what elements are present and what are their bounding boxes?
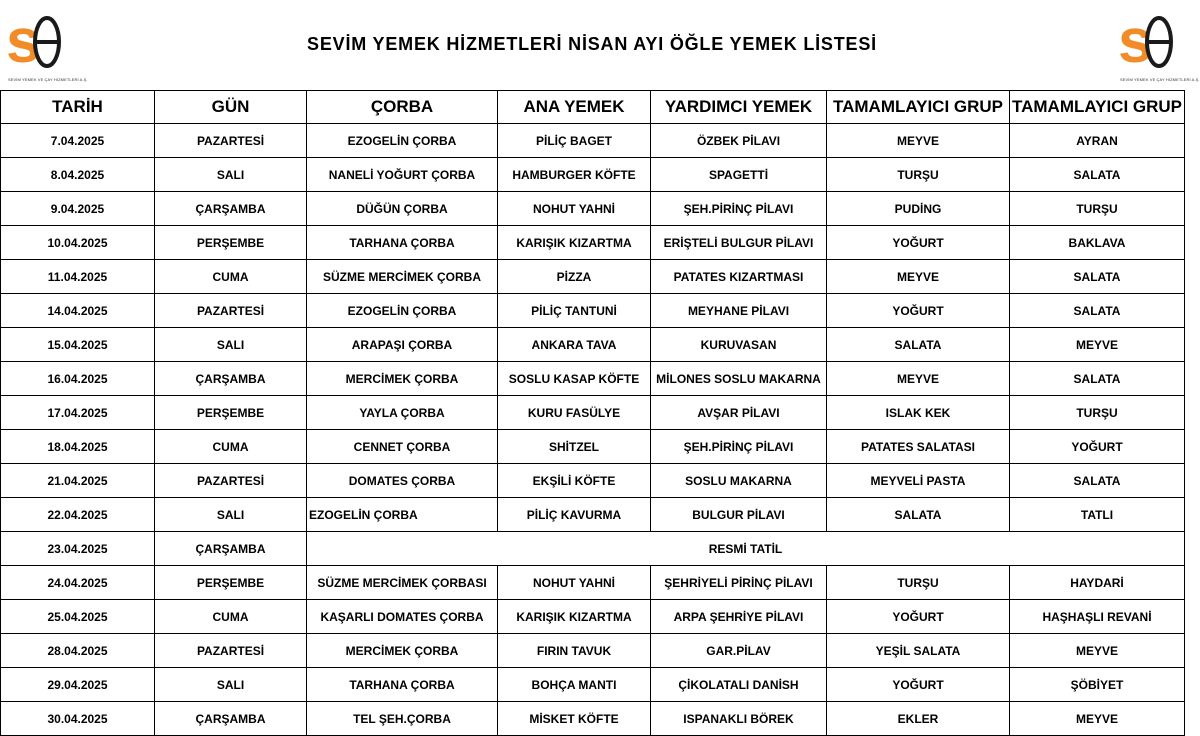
day-cell: PERŞEMBE	[155, 226, 307, 260]
main-dish-cell: MİSKET KÖFTE	[498, 702, 651, 736]
date-cell: 28.04.2025	[1, 634, 155, 668]
side-dish-cell: SPAGETTİ	[651, 158, 827, 192]
side-dish-cell: GAR.PİLAV	[651, 634, 827, 668]
date-cell: 21.04.2025	[1, 464, 155, 498]
main-dish-cell: PİLİÇ TANTUNİ	[498, 294, 651, 328]
side-dish-cell: ŞEH.PİRİNÇ PİLAVI	[651, 430, 827, 464]
main-dish-cell: EKŞİLİ KÖFTE	[498, 464, 651, 498]
complementary-2-cell: SALATA	[1010, 260, 1185, 294]
side-dish-cell: MEYHANE PİLAVI	[651, 294, 827, 328]
side-dish-cell: ÖZBEK PİLAVI	[651, 124, 827, 158]
soup-cell: MERCİMEK ÇORBA	[307, 634, 498, 668]
complementary-2-cell: SALATA	[1010, 362, 1185, 396]
date-cell: 18.04.2025	[1, 430, 155, 464]
column-header-complementary-1: TAMAMLAYICI GRUP	[827, 91, 1010, 124]
soup-cell: SÜZME MERCİMEK ÇORBA	[307, 260, 498, 294]
column-header-soup: ÇORBA	[307, 91, 498, 124]
table-row	[1, 396, 1185, 430]
main-dish-cell: PİZZA	[498, 260, 651, 294]
complementary-1-cell: PUDİNG	[827, 192, 1010, 226]
complementary-1-cell: ISLAK KEK	[827, 396, 1010, 430]
complementary-2-cell: ŞÖBİYET	[1010, 668, 1185, 702]
side-dish-cell: ŞEH.PİRİNÇ PİLAVI	[651, 192, 827, 226]
side-dish-cell: ERİŞTELİ BULGUR PİLAVI	[651, 226, 827, 260]
complementary-1-cell: MEYVE	[827, 260, 1010, 294]
date-cell: 16.04.2025	[1, 362, 155, 396]
soup-cell: MERCİMEK ÇORBA	[307, 362, 498, 396]
main-dish-cell: KARIŞIK KIZARTMA	[498, 600, 651, 634]
day-cell: CUMA	[155, 600, 307, 634]
complementary-2-cell: MEYVE	[1010, 702, 1185, 736]
table-row	[1, 430, 1185, 464]
main-dish-cell: PİLİÇ KAVURMA	[498, 498, 651, 532]
svg-text:s: s	[6, 7, 41, 76]
complementary-2-cell: SALATA	[1010, 294, 1185, 328]
table-header-row	[1, 91, 1185, 124]
complementary-1-cell: MEYVELİ PASTA	[827, 464, 1010, 498]
table-row	[1, 328, 1185, 362]
day-cell: SALI	[155, 668, 307, 702]
main-dish-cell: PİLİÇ BAGET	[498, 124, 651, 158]
table-row	[1, 464, 1185, 498]
page-title: SEVİM YEMEK HİZMETLERİ NİSAN AYI ÖĞLE YEMEK LİSTESİ	[307, 34, 877, 54]
table-row	[1, 294, 1185, 328]
side-dish-cell: PATATES KIZARTMASI	[651, 260, 827, 294]
complementary-1-cell: YOĞURT	[827, 294, 1010, 328]
day-cell: CUMA	[155, 260, 307, 294]
table-row-holiday	[1, 532, 1185, 566]
complementary-1-cell: YEŞİL SALATA	[827, 634, 1010, 668]
complementary-1-cell: MEYVE	[827, 362, 1010, 396]
day-cell: ÇARŞAMBA	[155, 362, 307, 396]
day-cell: PERŞEMBE	[155, 566, 307, 600]
date-cell: 24.04.2025	[1, 566, 155, 600]
day-cell: PAZARTESİ	[155, 634, 307, 668]
column-header-main-dish: ANA YEMEK	[498, 91, 651, 124]
date-cell: 8.04.2025	[1, 158, 155, 192]
date-cell: 22.04.2025	[1, 498, 155, 532]
complementary-1-cell: EKLER	[827, 702, 1010, 736]
complementary-2-cell: YOĞURT	[1010, 430, 1185, 464]
date-cell: 10.04.2025	[1, 226, 155, 260]
day-cell: CUMA	[155, 430, 307, 464]
complementary-2-cell: MEYVE	[1010, 328, 1185, 362]
date-cell: 14.04.2025	[1, 294, 155, 328]
lunch-menu-table	[0, 90, 1185, 736]
side-dish-cell: BULGUR PİLAVI	[651, 498, 827, 532]
date-cell: 30.04.2025	[1, 702, 155, 736]
date-cell: 29.04.2025	[1, 668, 155, 702]
complementary-1-cell: TURŞU	[827, 566, 1010, 600]
soup-cell: DOMATES ÇORBA	[307, 464, 498, 498]
column-header-side-dish: YARDIMCI YEMEK	[651, 91, 827, 124]
table-row	[1, 362, 1185, 396]
soup-cell: DÜĞÜN ÇORBA	[307, 192, 498, 226]
soup-cell: SÜZME MERCİMEK ÇORBASI	[307, 566, 498, 600]
main-dish-cell: SHİTZEL	[498, 430, 651, 464]
day-cell: SALI	[155, 328, 307, 362]
se-logo-mark	[1118, 4, 1174, 76]
table-row	[1, 124, 1185, 158]
complementary-1-cell: YOĞURT	[827, 668, 1010, 702]
day-cell: ÇARŞAMBA	[155, 702, 307, 736]
complementary-2-cell: SALATA	[1010, 158, 1185, 192]
column-header-complementary-2: TAMAMLAYICI GRUP	[1010, 91, 1185, 124]
soup-cell: TARHANA ÇORBA	[307, 226, 498, 260]
complementary-1-cell: MEYVE	[827, 124, 1010, 158]
side-dish-cell: AVŞAR PİLAVI	[651, 396, 827, 430]
table-row	[1, 192, 1185, 226]
logo-caption: SEVİM YEMEK VE ÇAY HİZMETLERİ A.Ş.	[8, 77, 88, 82]
holiday-cell: RESMİ TATİL	[307, 532, 1185, 566]
side-dish-cell: ŞEHRİYELİ PİRİNÇ PİLAVI	[651, 566, 827, 600]
complementary-1-cell: PATATES SALATASI	[827, 430, 1010, 464]
complementary-2-cell: TATLI	[1010, 498, 1185, 532]
soup-cell: CENNET ÇORBA	[307, 430, 498, 464]
svg-text:s: s	[1118, 7, 1153, 76]
complementary-2-cell: AYRAN	[1010, 124, 1185, 158]
main-dish-cell: NOHUT YAHNİ	[498, 566, 651, 600]
column-header-day: GÜN	[155, 91, 307, 124]
date-cell: 23.04.2025	[1, 532, 155, 566]
complementary-1-cell: YOĞURT	[827, 600, 1010, 634]
main-dish-cell: KURU FASÜLYE	[498, 396, 651, 430]
soup-cell: EZOGELİN ÇORBA	[307, 294, 498, 328]
complementary-2-cell: HAYDARİ	[1010, 566, 1185, 600]
side-dish-cell: KURUVASAN	[651, 328, 827, 362]
column-header-date: TARİH	[1, 91, 155, 124]
table-row	[1, 566, 1185, 600]
table-row	[1, 702, 1185, 736]
complementary-1-cell: SALATA	[827, 328, 1010, 362]
table-row	[1, 158, 1185, 192]
soup-cell: KAŞARLI DOMATES ÇORBA	[307, 600, 498, 634]
side-dish-cell: ISPANAKLI BÖREK	[651, 702, 827, 736]
soup-cell: TARHANA ÇORBA	[307, 668, 498, 702]
main-dish-cell: HAMBURGER KÖFTE	[498, 158, 651, 192]
main-dish-cell: NOHUT YAHNİ	[498, 192, 651, 226]
day-cell: SALI	[155, 158, 307, 192]
complementary-2-cell: MEYVE	[1010, 634, 1185, 668]
soup-cell: TEL ŞEH.ÇORBA	[307, 702, 498, 736]
main-dish-cell: ANKARA TAVA	[498, 328, 651, 362]
date-cell: 17.04.2025	[1, 396, 155, 430]
table-row	[1, 498, 1185, 532]
complementary-1-cell: YOĞURT	[827, 226, 1010, 260]
soup-cell: EZOGELİN ÇORBA	[307, 124, 498, 158]
complementary-2-cell: TURŞU	[1010, 192, 1185, 226]
soup-cell: NANELİ YOĞURT ÇORBA	[307, 158, 498, 192]
soup-cell: ARAPAŞI ÇORBA	[307, 328, 498, 362]
day-cell: ÇARŞAMBA	[155, 192, 307, 226]
day-cell: PERŞEMBE	[155, 396, 307, 430]
complementary-1-cell: SALATA	[827, 498, 1010, 532]
date-cell: 9.04.2025	[1, 192, 155, 226]
side-dish-cell: MİLONES SOSLU MAKARNA	[651, 362, 827, 396]
side-dish-cell: ÇİKOLATALI DANİSH	[651, 668, 827, 702]
complementary-2-cell: HAŞHAŞLI REVANİ	[1010, 600, 1185, 634]
day-cell: SALI	[155, 498, 307, 532]
day-cell: PAZARTESİ	[155, 464, 307, 498]
main-dish-cell: KARIŞIK KIZARTMA	[498, 226, 651, 260]
day-cell: ÇARŞAMBA	[155, 532, 307, 566]
logo-caption: SEVİM YEMEK VE ÇAY HİZMETLERİ A.Ş.	[1120, 77, 1200, 82]
main-dish-cell: FIRIN TAVUK	[498, 634, 651, 668]
soup-cell: EZOGELİN ÇORBA	[307, 498, 498, 532]
date-cell: 25.04.2025	[1, 600, 155, 634]
date-cell: 15.04.2025	[1, 328, 155, 362]
main-dish-cell: BOHÇA MANTI	[498, 668, 651, 702]
table-row	[1, 226, 1185, 260]
date-cell: 11.04.2025	[1, 260, 155, 294]
table-row	[1, 600, 1185, 634]
complementary-2-cell: BAKLAVA	[1010, 226, 1185, 260]
date-cell: 7.04.2025	[1, 124, 155, 158]
table-row	[1, 668, 1185, 702]
main-dish-cell: SOSLU KASAP KÖFTE	[498, 362, 651, 396]
company-logo-right	[1118, 4, 1200, 88]
soup-cell: YAYLA ÇORBA	[307, 396, 498, 430]
complementary-1-cell: TURŞU	[827, 158, 1010, 192]
side-dish-cell: SOSLU MAKARNA	[651, 464, 827, 498]
complementary-2-cell: SALATA	[1010, 464, 1185, 498]
day-cell: PAZARTESİ	[155, 124, 307, 158]
day-cell: PAZARTESİ	[155, 294, 307, 328]
table-row	[1, 634, 1185, 668]
side-dish-cell: ARPA ŞEHRİYE PİLAVI	[651, 600, 827, 634]
complementary-2-cell: TURŞU	[1010, 396, 1185, 430]
table-row	[1, 260, 1185, 294]
